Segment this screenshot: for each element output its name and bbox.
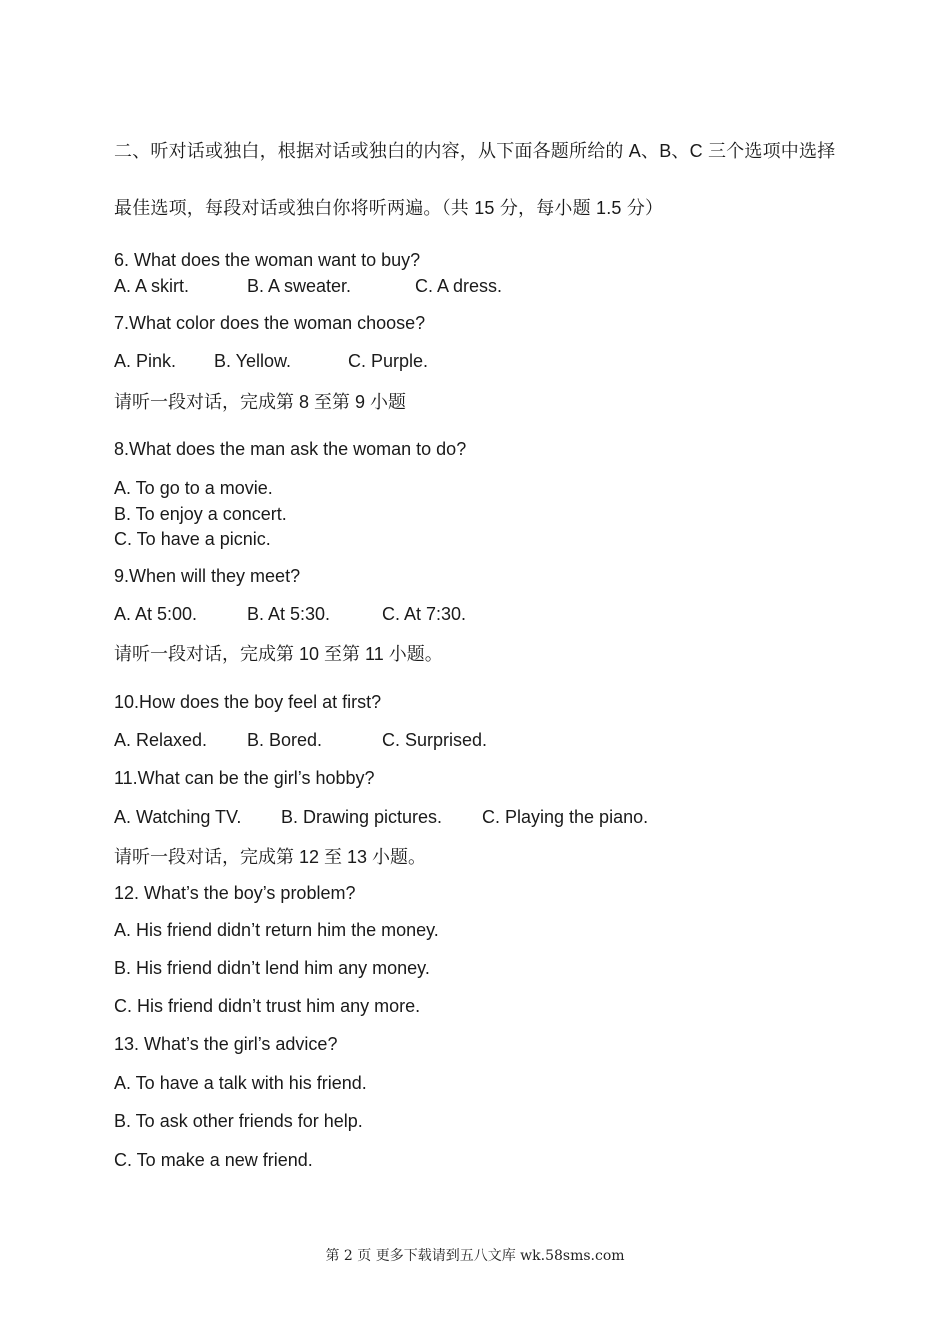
option-6c: C. A dress. [415,276,503,296]
option-11b: B. Drawing pictures. [281,807,443,827]
option-7c: C. Purple. [348,351,429,371]
option-8c: C. To have a picnic. [114,529,271,549]
page-footer: 第 2 页 更多下载请到五八文库 wk.58sms.com [325,1248,625,1264]
question-13: 13. What’s the girl’s advice? [114,1034,338,1054]
question-8: 8.What does the man ask the woman to do? [114,439,467,459]
option-10c: C. Surprised. [382,730,488,750]
option-13b: B. To ask other friends for help. [114,1111,363,1131]
option-10a: A. Relaxed. [114,730,208,750]
option-11a: A. Watching TV. [114,807,242,827]
option-13a: A. To have a talk with his friend. [114,1073,367,1093]
section-instruction-line2: 最佳选项，每段对话或独白你将听两遍。（共 15 分，每小题 1.5 分） [114,198,664,218]
option-9c: C. At 7:30. [382,604,467,624]
option-10b: B. Bored. [247,730,323,750]
option-6a: A. A skirt. [114,276,190,296]
option-11c: C. Playing the piano. [482,807,649,827]
listening-prompt-12-13: 请听一段对话，完成第 12 至 13 小题。 [114,847,427,867]
option-8a: A. To go to a movie. [114,478,273,498]
listening-prompt-8-9: 请听一段对话，完成第 8 至第 9 小题 [114,392,407,412]
option-9a: A. At 5:00. [114,604,198,624]
question-7: 7.What color does the woman choose? [114,313,426,333]
section-instruction-line1: 二、听对话或独白，根据对话或独白的内容，从下面各题所给的 A、B、C 三个选项中选择 [114,141,836,161]
question-10: 10.How does the boy feel at first? [114,692,382,712]
option-12c: C. His friend didn’t trust him any more. [114,996,421,1016]
option-8b: B. To enjoy a concert. [114,504,287,524]
question-11: 11.What can be the girl’s hobby? [114,768,375,788]
option-7a: A. Pink. [114,351,177,371]
option-12b: B. His friend didn’t lend him any money. [114,958,430,978]
option-6b: B. A sweater. [247,276,352,296]
option-13c: C. To make a new friend. [114,1150,313,1170]
option-7b: B. Yellow. [214,351,292,371]
question-6: 6. What does the woman want to buy? [114,250,421,270]
option-12a: A. His friend didn’t return him the money. [114,920,439,940]
question-12: 12. What’s the boy’s problem? [114,883,356,903]
question-9: 9.When will they meet? [114,566,301,586]
option-9b: B. At 5:30. [247,604,331,624]
listening-prompt-10-11: 请听一段对话，完成第 10 至第 11 小题。 [114,644,443,664]
